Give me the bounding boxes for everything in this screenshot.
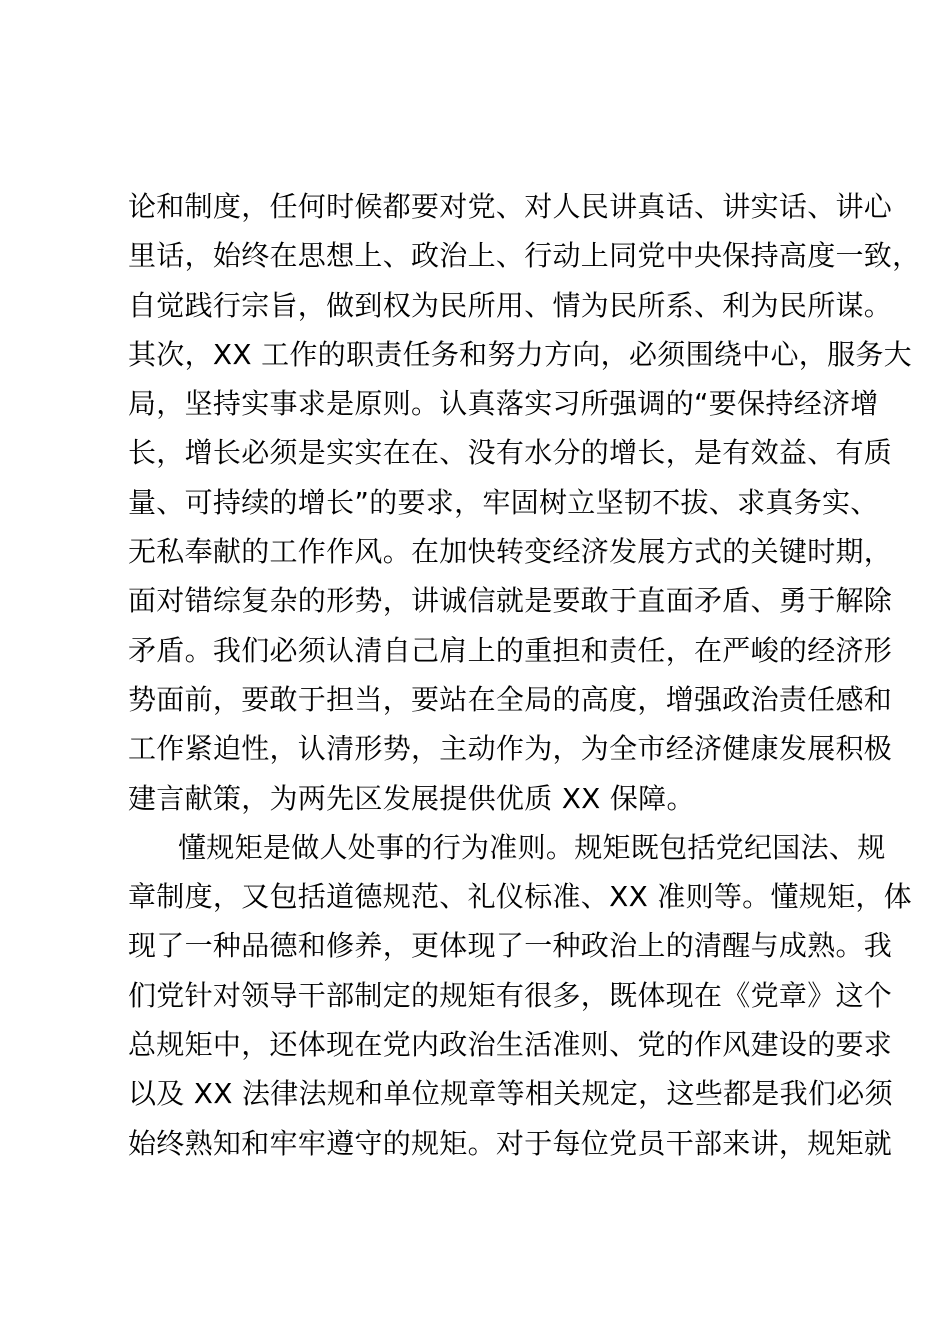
- text-line: 局，坚持实事求是原则。认真落实习所强调的“要保持经济增: [128, 387, 879, 421]
- text-line: 势面前，要敢于担当，要站在全局的高度，增强政治责任感和: [128, 682, 893, 716]
- text-line: 长，增长必须是实实在在、没有水分的增长，是有效益、有质: [128, 436, 893, 470]
- text-line: 面对错综复杂的形势，讲诚信就是要敢于直面矛盾、勇于解除: [128, 584, 893, 618]
- body-text: [128, 182, 921, 1168]
- text-line: 自觉践行宗旨，做到权为民所用、情为民所系、利为民所谋。: [128, 288, 893, 322]
- text-line: 论和制度，任何时候都要对党、对人民讲真话、讲实话、讲心: [128, 190, 893, 223]
- text-line: 现了一种品德和修养，更体现了一种政治上的清醒与成熟。我: [128, 929, 893, 963]
- text-line: 里话，始终在思想上、政治上、行动上同党中央保持高度一致，: [128, 239, 921, 273]
- text-line: 以及 XX 法律法规和单位规章等相关规定，这些都是我们必须: [128, 1077, 893, 1111]
- text-line: 工作紧迫性，认清形势，主动作为，为全市经济健康发展积极: [128, 732, 893, 766]
- text-line: 总规矩中，还体现在党内政治生活准则、党的作风建设的要求: [128, 1028, 893, 1062]
- text-line: 始终熟知和牢牢遵守的规矩。对于每位党员干部来讲，规矩就: [128, 1126, 893, 1160]
- text-line: 矛盾。我们必须认清自己肩上的重担和责任，在严峻的经济形: [128, 633, 893, 667]
- text-line: 其次，XX 工作的职责任务和努力方向，必须围绕中心，服务大: [128, 337, 912, 371]
- text-line: 建言献策，为两先区发展提供优质 XX 保障。: [128, 781, 695, 815]
- text-line: 们党针对领导干部制定的规矩有很多，既体现在《党章》这个: [128, 978, 893, 1012]
- paragraph-start-line: 懂规矩是做人处事的行为准则。规矩既包括党纪国法、规: [178, 830, 886, 864]
- text-line: 无私奉献的工作作风。在加快转变经济发展方式的关键时期，: [128, 535, 893, 569]
- text-line: 章制度，又包括道德规范、礼仪标准、XX 准则等。懂规矩，体: [128, 880, 912, 914]
- text-line: 量、可持续的增长”的要求，牢固树立坚韧不拔、求真务实、: [128, 485, 879, 519]
